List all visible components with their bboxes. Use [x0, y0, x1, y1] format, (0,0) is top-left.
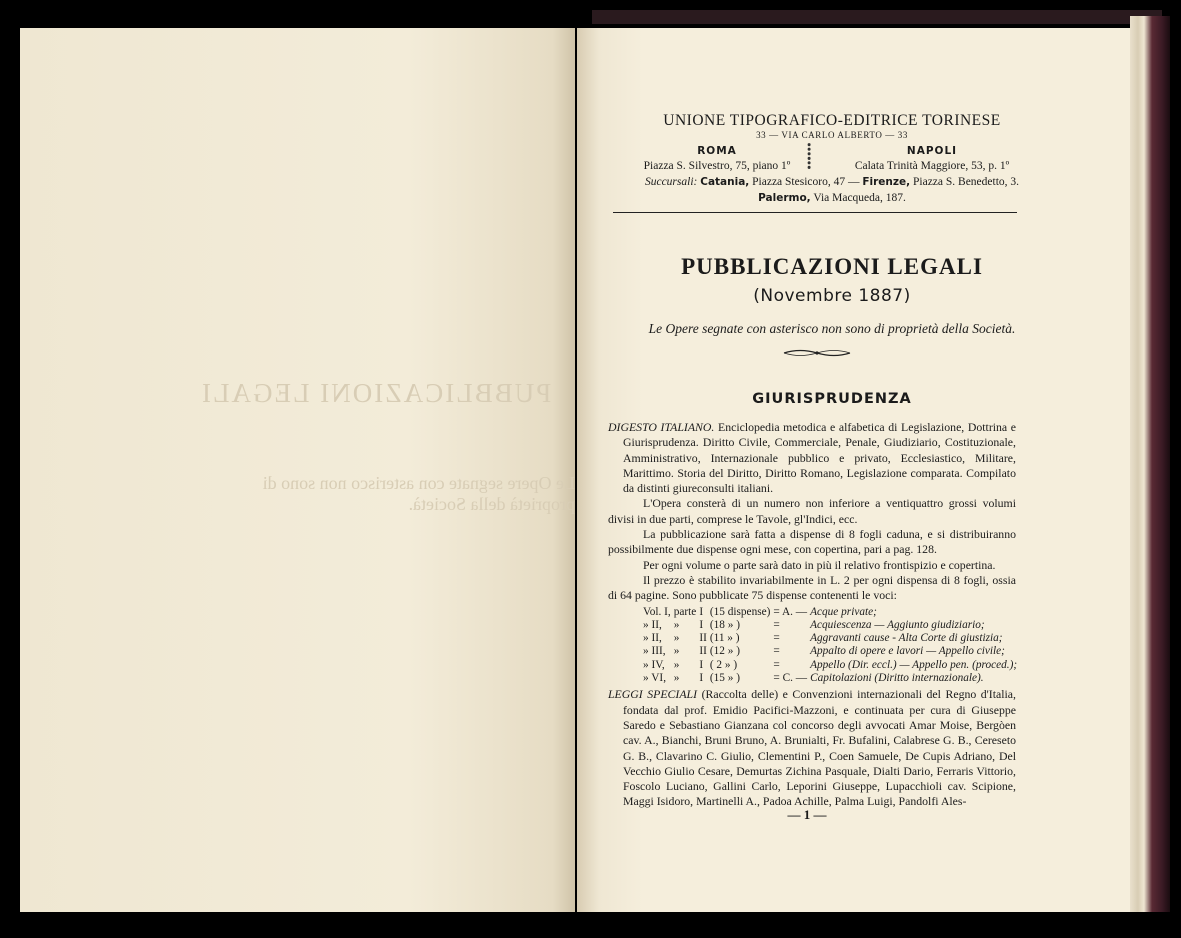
- branch-address: Piazza S. Silvestro, 75, piano 1º: [643, 160, 791, 172]
- dispense-cell: (15 dispense): [709, 605, 771, 618]
- asterisk-note: Le Opere segnate con asterisco non sono di proprietà della Società.: [648, 321, 1016, 336]
- eq-cell: = A. —: [773, 605, 808, 618]
- part-cell: I: [699, 672, 704, 685]
- vol-cell: Vol. I,: [643, 605, 671, 618]
- voci-cell: Acquiescenza — Aggiunto giudiziario;: [810, 618, 985, 631]
- voci-cell: Appalto di opere e lavori — Appello civile;: [810, 645, 1005, 658]
- eq-cell: =: [773, 645, 780, 658]
- parte-cell: »: [673, 618, 680, 631]
- vol-cell: » VI,: [643, 672, 667, 685]
- entry-title: LEGGI SPECIALI: [608, 687, 698, 702]
- voci-cell: Capitolazioni (Diritto internazionale).: [810, 672, 984, 685]
- book-page-edges: [1130, 16, 1170, 912]
- branch-address: Calata Trinità Maggiore, 53, p. 1º: [854, 160, 1010, 172]
- parte-cell: »: [673, 658, 680, 671]
- succursali-label: Succursali:: [644, 176, 698, 188]
- part-cell: I: [699, 658, 704, 671]
- palermo-line: [587, 192, 1077, 204]
- eq-cell: = C. —: [773, 672, 808, 685]
- table-row: [643, 619, 1020, 632]
- branch-city: ROMA: [697, 145, 737, 157]
- eq-cell: =: [773, 632, 780, 645]
- dispense-cell: (15 » ): [709, 672, 740, 685]
- parte-cell: »: [673, 645, 680, 658]
- voci-cell: Aggravanti cause - Alta Corte di giustizia;: [810, 632, 1003, 645]
- left-page: [20, 28, 575, 912]
- entry-description: Enciclopedia metodica e alfabetica di Legislazione, Dottrina e Giurisprudenza. Diritto Civile, Commerciale, Penale, Giudiziario, Costituzionale, Amministrativo, Internazionale pubblico e privato, Ecclesiastico, Militare, Marittimo. Storia del Diritto, Diritto Romano, Legislazione comparata. Compilato da distinti giureconsulti italiani.: [623, 420, 1016, 496]
- catania-city: Catania,: [700, 176, 750, 188]
- bleed-through-note: Le Opere segnate con asterisco non sono di proprietà della Società.: [262, 473, 575, 514]
- dispense-cell: (18 » ): [709, 618, 740, 631]
- palermo-address: Via Macqueda, 187.: [813, 192, 906, 204]
- page-subtitle: (Novembre 1887): [753, 286, 911, 306]
- entry-title: DIGESTO ITALIANO.: [608, 420, 715, 434]
- vol-cell: » II,: [643, 618, 662, 631]
- section-heading: GIURISPRUDENZA: [752, 391, 912, 407]
- entry-leggi-speciali: [608, 687, 1016, 809]
- parte-cell: parte: [673, 605, 697, 618]
- dispense-cell: ( 2 » ): [709, 658, 738, 671]
- digesto-paragraph: Il prezzo è stabilito invariabilmente in L. 2 per ogni dispensa di 8 fogli, ossia di 64 pagine. Sono pubblicate 75 dispense contenenti le voci:: [608, 572, 1016, 603]
- table-row: [643, 645, 1020, 658]
- table-row: [643, 672, 1020, 685]
- publisher-name: UNIONE TIPOGRAFICO-EDITRICE TORINESE: [663, 112, 1001, 129]
- header-rule: [613, 212, 1017, 213]
- branch-city: NAPOLI: [906, 145, 958, 157]
- voci-cell: Appello (Dir. eccl.) — Appello pen. (proced.);: [810, 658, 1018, 671]
- firenze-city: Firenze,: [862, 176, 911, 188]
- branch-napoli: [822, 144, 1042, 174]
- succursali-line: [587, 176, 1077, 188]
- vol-cell: » III,: [643, 645, 666, 658]
- book-cover-top: [592, 10, 1162, 24]
- page-title: PUBBLICAZIONI LEGALI: [681, 254, 983, 279]
- entry-description: (Raccolta delle) e Convenzioni internazionali del Regno d'Italia, fondata dal prof. Emidio Pacifici-Mazzoni, e continuata per cura di Giuseppe Saredo e Sebastiano Gianzana col concorso degli avvocati Amar Moise, Bergòen cav. A., Bianchi, Bruni Bruno, A. Brunialti, Fr. Bufalini, Calabrese G. B., Cereseto G. B., Clavarino C. Giulio, Clementini P., Coen Samuele, De Cupis Adriano, Del Vecchio Giulio Cesare, Demurtas Zichina Pasquale, Dialti Dario, Ferraris Vittorio, Foscolo Luciano, Gallini Carlo, Leporini Giuseppe, Lupacchioli cav. Scipione, Maggi Isidoro, Martinelli A., Padoa Achille, Palma Luigi, Pandolfi Ales-: [623, 687, 1016, 809]
- volumes-table: [643, 606, 1020, 686]
- parte-cell: »: [673, 632, 680, 645]
- part-cell: I: [699, 605, 704, 618]
- publisher-address: 33 — VIA CARLO ALBERTO — 33: [756, 130, 908, 140]
- digesto-paragraph: Per ogni volume o parte sarà dato in più il relativo frontispizio e copertina.: [643, 557, 996, 572]
- part-cell: II: [699, 632, 707, 645]
- entries: [608, 420, 1016, 810]
- branch-roma: [607, 144, 827, 174]
- wheat-ornament-icon: ⸽: [806, 144, 813, 170]
- digesto-paragraph: La pubblicazione sarà fatta a dispense di 8 fogli caduna, e si distribuiranno possibilmente due dispense ogni mese, con copertina, pari a pag. 128.: [608, 527, 1016, 557]
- parte-cell: »: [673, 672, 680, 685]
- table-row: [643, 632, 1020, 645]
- dispense-cell: (12 » ): [709, 645, 740, 658]
- bleed-through-title: PUBBLICAZIONI LEGALI: [200, 378, 552, 408]
- table-row: [643, 659, 1020, 672]
- eq-cell: =: [773, 618, 780, 631]
- part-cell: II: [699, 645, 707, 658]
- catania-address: Piazza Stesicoro, 47 —: [752, 176, 860, 188]
- right-page: [577, 28, 1130, 912]
- palermo-city: Palermo,: [758, 192, 811, 204]
- digesto-paragraph: L'Opera consterà di un numero non inferiore a ventiquattro grossi volumi divisi in due parti, comprese le Tavole, gl'Indici, ecc.: [608, 496, 1016, 526]
- table-row: [643, 606, 1020, 619]
- voci-cell: Acque private;: [810, 605, 877, 618]
- vol-cell: » II,: [643, 632, 662, 645]
- entry-digesto: [608, 420, 1016, 496]
- part-cell: I: [699, 618, 704, 631]
- divider-ornament-icon: [782, 348, 852, 358]
- page-number: — 1 —: [787, 807, 827, 822]
- dispense-cell: (11 » ): [709, 632, 740, 645]
- eq-cell: =: [773, 658, 780, 671]
- firenze-address: Piazza S. Benedetto, 3.: [913, 176, 1020, 188]
- vol-cell: » IV,: [643, 658, 665, 671]
